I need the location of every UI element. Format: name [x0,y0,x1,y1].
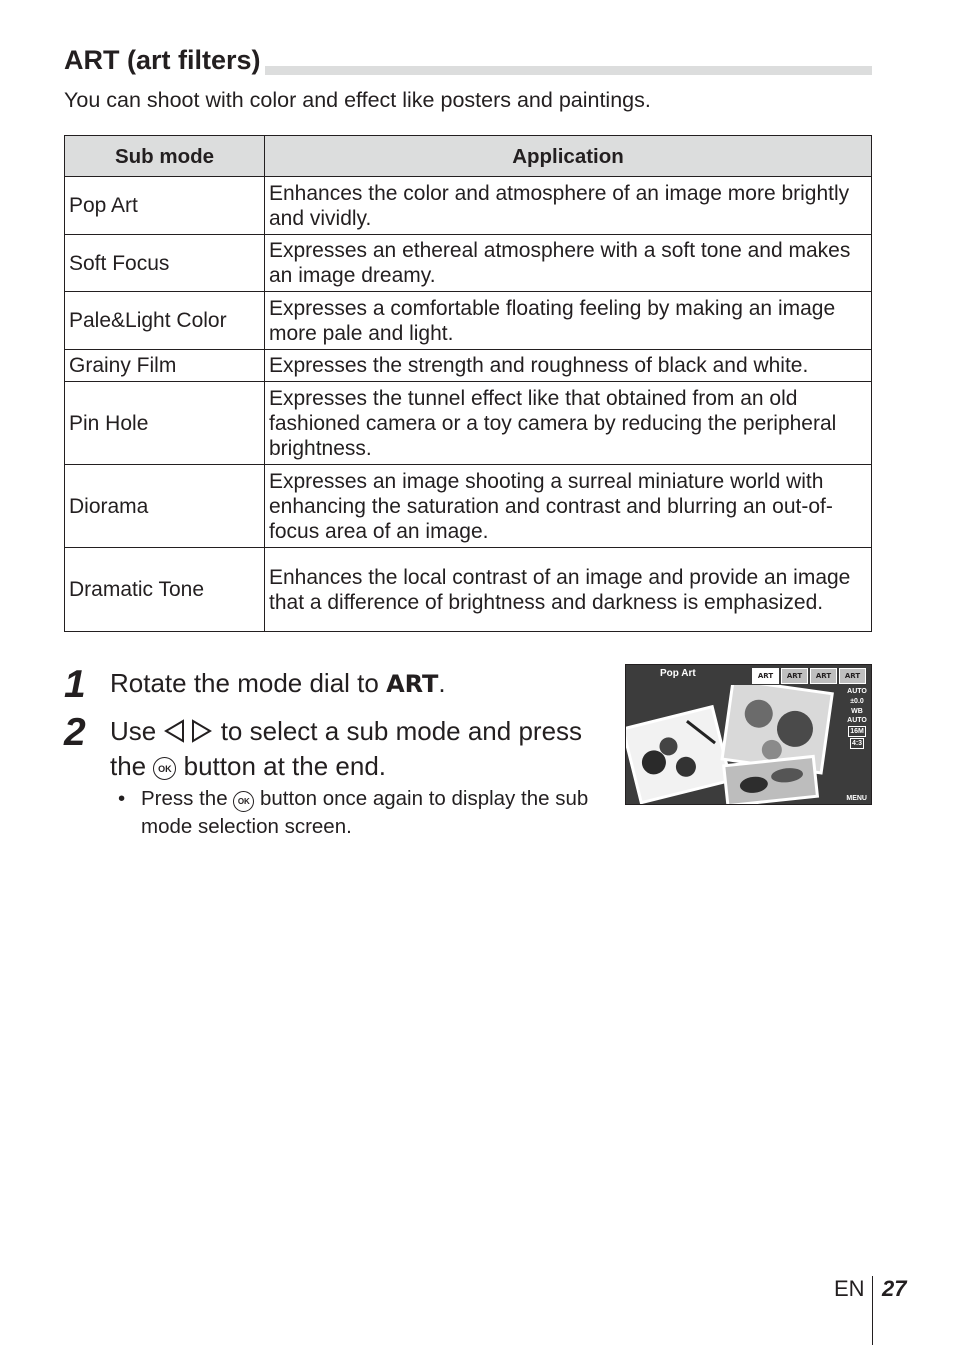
menu-label: MENU [846,795,867,802]
step-2-text-end: button at the end. [176,751,387,781]
application-cell: Expresses an image shooting a surreal miniature world with enhancing the saturation and contrast and blurring an out-of-focus area of an image. [265,465,872,548]
art-tab-2[interactable]: ART [781,668,808,684]
art-mode-keyword: ART [386,670,439,698]
table-row [65,548,872,632]
exposure-indicator: ±0.0 [850,698,864,705]
application-cell: Expresses the strength and roughness of black and white. [265,350,872,382]
sub-mode-cell: Grainy Film [65,350,265,382]
section-title: ART (art filters) [64,42,265,78]
step-1-text-before: Rotate the mode dial to [110,668,387,698]
art-tab-4[interactable]: ART [839,668,866,684]
step-2-text-use: Use [110,716,157,746]
sub-mode-tabs [752,668,866,684]
page-number: 27 [882,1276,907,1301]
footer-divider [872,1276,873,1345]
column-header-application: Application [265,136,872,177]
screen-side-panel [847,687,867,749]
sub-mode-cell: Diorama [65,465,265,548]
sub-mode-cell: Pop Art [65,177,265,235]
art-tab-1[interactable]: ART [752,668,779,684]
step-1-number: 1 [64,663,86,706]
footer-language: EN [834,1276,865,1301]
aspect-ratio-indicator: 4:3 [851,740,863,747]
step-2-text [110,715,615,782]
application-cell: Expresses an ethereal atmosphere with a soft tone and makes an image dreamy. [265,235,872,292]
application-cell: Expresses the tunnel effect like that obtained from an old fashioned camera or a toy camera by reducing the peripheral brightness. [265,382,872,465]
camera-screen-illustration [625,664,872,805]
bullet-marker: • [118,787,126,810]
sub-mode-cell: Dramatic Tone [65,548,265,632]
step-2-number: 2 [64,711,86,754]
table-row [65,177,872,235]
table-row [65,350,872,382]
sub-mode-cell: Soft Focus [65,235,265,292]
sample-photo-collage [626,665,872,805]
table-row [65,465,872,548]
note-text-before: Press the [141,787,228,810]
step-2-note [118,785,608,840]
table-header-row [65,136,872,177]
step-1-text-after: . [438,668,446,698]
image-size-indicator: 16M [850,728,864,735]
application-cell: Expresses a comfortable floating feeling by making an image more pale and light. [265,292,872,350]
note-text-after: button once again to display the sub mode selection screen. [141,787,589,838]
step-1-text [110,667,446,700]
table-row [65,382,872,465]
white-balance-indicator: WB AUTO [847,708,867,724]
application-cell: Enhances the local contrast of an image and provide an image that a difference of brightness and darkness is emphasized. [265,548,872,632]
column-header-sub-mode: Sub mode [65,136,265,177]
application-cell: Enhances the color and atmosphere of an image more brightly and vividly. [265,177,872,235]
screen-mode-title: Pop Art [660,668,696,679]
step-2-text-the: the [110,751,147,781]
ok-button-icon: OK [153,757,176,780]
flash-auto-indicator: AUTO [847,688,867,695]
section-intro: You can shoot with color and effect like posters and paintings. [64,88,651,112]
art-filters-table [64,135,872,632]
sub-mode-cell: Pin Hole [65,382,265,465]
left-right-arrows-icon [163,718,213,750]
table-row [65,292,872,350]
sub-mode-cell: Pale&Light Color [65,292,265,350]
step-2-text-mid: to select a sub mode and press [213,716,583,746]
art-tab-3[interactable]: ART [810,668,837,684]
ok-button-icon: OK [233,791,254,812]
table-row [65,235,872,292]
